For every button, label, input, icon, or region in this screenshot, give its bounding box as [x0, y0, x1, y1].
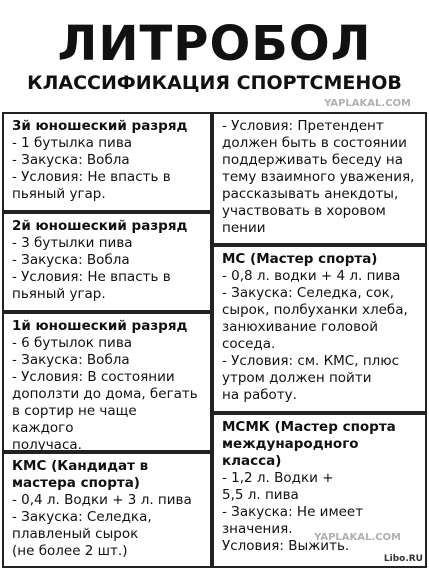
cell-line: пении	[222, 220, 266, 236]
cell-line: плавленый сырок	[12, 526, 139, 542]
cell-line: - 0,8 л. водки + 4 л. пива	[222, 268, 401, 284]
watermark-bottom: YAPLAKAL.COM	[314, 532, 401, 543]
cell-heading: 1й юношеский разряд	[12, 318, 188, 334]
cell-rank-3	[2, 112, 212, 212]
cell-line: - Закуска: Вобла	[12, 352, 130, 368]
cell-line: - Условия: Не впасть в	[12, 169, 171, 185]
cell-line: на работу.	[222, 387, 297, 403]
cell-line: - Закуска: Селедка, сок,	[222, 285, 395, 301]
cell-line: - 1,2 л. Водки +	[222, 470, 334, 486]
cell-line: пьяный угар.	[12, 186, 106, 202]
cell-heading: международного	[222, 436, 359, 452]
poster-title: ЛИТРОБОЛ	[57, 16, 372, 72]
cell-msmk	[212, 413, 427, 568]
cell-line: занюхивание головой	[222, 319, 379, 335]
cell-line: - Закуска: Вобла	[12, 252, 130, 268]
cell-kms-conditions	[212, 112, 427, 245]
cell-heading: 3й юношеский разряд	[12, 118, 188, 134]
cell-line: тему взаимного уважения,	[222, 169, 415, 185]
cell-heading: класса)	[222, 453, 282, 469]
cell-line: - Условия: см. КМС, плюс	[222, 353, 400, 369]
cell-rank-1	[2, 312, 212, 452]
cell-line: пьяный угар.	[12, 286, 106, 302]
cell-line: - 3 бутылки пива	[12, 235, 133, 251]
cell-heading: 2й юношеский разряд	[12, 218, 188, 234]
cell-line: (не более 2 шт.)	[12, 543, 128, 559]
cell-line: получаса.	[12, 437, 82, 453]
cell-line: - Условия: Не впасть в	[12, 269, 171, 285]
cell-rank-2	[2, 212, 212, 312]
site-credit: Libo.RU	[383, 554, 423, 564]
cell-line: поддерживать беседу на	[222, 152, 403, 168]
cell-line: Условия: Выжить.	[222, 538, 350, 554]
poster-subtitle: КЛАССИФИКАЦИЯ СПОРТСМЕНОВ	[27, 72, 402, 94]
cell-line: - Закуска: Не имеет	[222, 504, 364, 520]
cell-ms	[212, 245, 427, 413]
cell-heading: МС (Мастер спорта)	[222, 251, 378, 267]
cell-line: значения.	[222, 521, 293, 537]
cell-line: - Закуска: Вобла	[12, 152, 130, 168]
cell-line: - 6 бутылок пива	[12, 335, 133, 351]
cell-line: - Закуска: Селедка,	[12, 509, 152, 525]
cell-line: должен быть в состоянии	[222, 135, 407, 151]
cell-line: 5,5 л. пива	[222, 487, 299, 503]
cell-line: соседа.	[222, 336, 276, 352]
cell-line: - Условия: В состоянии	[12, 369, 175, 385]
cell-line: сырок, полбуханки хлеба,	[222, 302, 408, 318]
cell-line: - 1 бутылка пива	[12, 135, 133, 151]
cell-kms	[2, 452, 212, 568]
cell-heading: мастера спорта)	[12, 475, 140, 491]
cell-heading: МСМК (Мастер спорта	[222, 419, 396, 435]
cell-line: доползти до дома, бегать	[12, 386, 198, 402]
watermark-top: YAPLAKAL.COM	[324, 98, 411, 109]
cell-line: участвовать в хоровом	[222, 203, 386, 219]
cell-heading: КМС (Кандидат в	[12, 458, 149, 474]
cell-line: - Условия: Претендент	[222, 118, 384, 134]
cell-line: рассказывать анекдоты,	[222, 186, 399, 202]
cell-line: утром должен пойти	[222, 370, 372, 386]
cell-line: - 0,4 л. Водки + 3 л. пива	[12, 492, 192, 508]
cell-line: в сортир не чаще каждого	[12, 403, 137, 436]
